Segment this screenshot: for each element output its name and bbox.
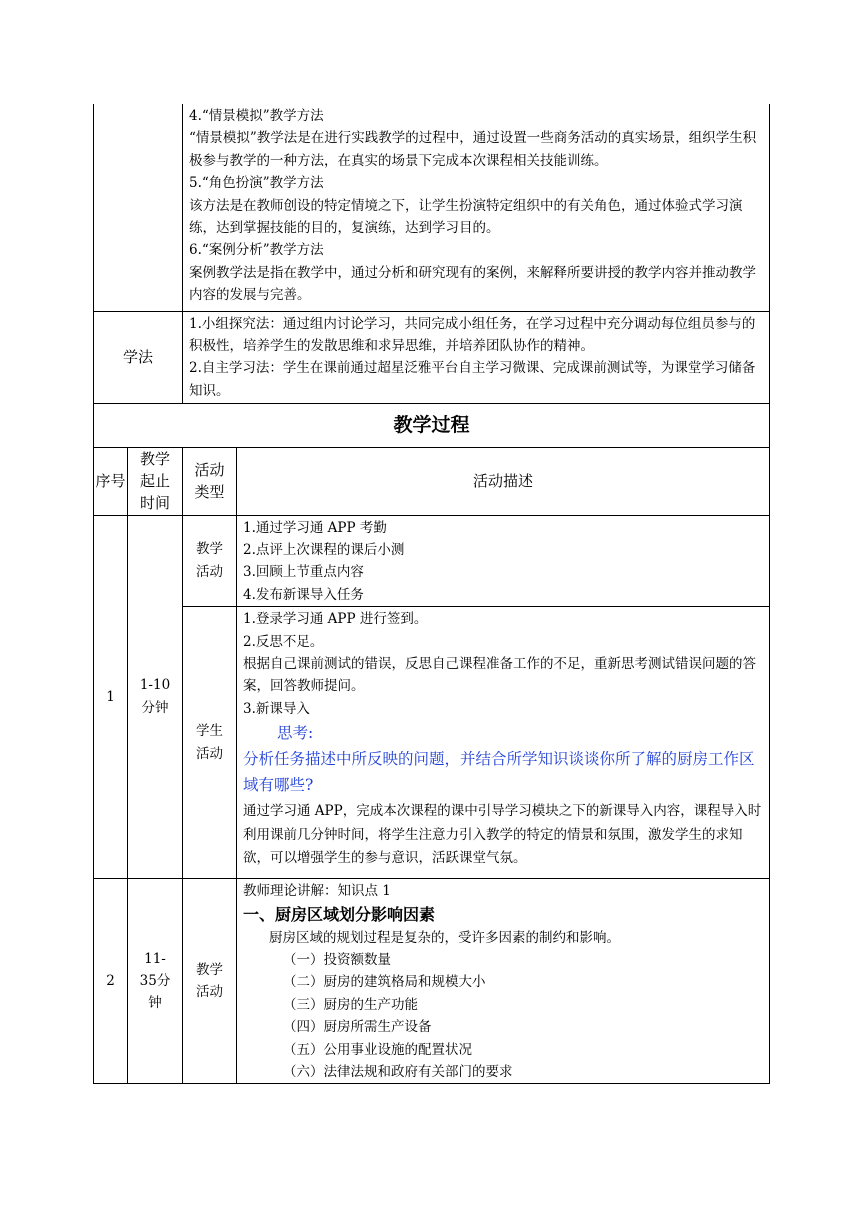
xuefa-item-1: 1.小组探究法：通过组内讨论学习，共同完成小组任务，在学习过程中充分调动每位组员参与的积极性，培养学生的发散思维和求异思维，并培养团队协作的精神。 (189, 315, 756, 354)
xuefa-label: 学法 (94, 311, 183, 403)
row2-lead: 厨房区域的规划过程是复杂的，受许多因素的制约和影响。 (269, 929, 620, 946)
header-desc: 活动描述 (237, 447, 770, 515)
row1-teach-type: 教学活动 (183, 515, 237, 607)
row2-item-2: （二）厨房的建筑格局和规模大小 (283, 974, 486, 991)
row2-desc (237, 879, 770, 1084)
method-4-desc: “情景模拟”教学法是在进行实践教学的过程中，通过设置一些商务活动的真实场景，组织学生积极参与教学的一种方法，在真实的场景下完成本次课程相关技能训练。 (189, 130, 757, 169)
xuefa-cell (183, 311, 770, 403)
row2-intro: 教师理论讲解：知识点 1 (243, 883, 391, 900)
row1-seq: 1 (94, 515, 128, 879)
method-5-desc: 该方法是在教师创设的特定情境之下，让学生扮演特定组织中的有关角色，通过体验式学习演练，达到掌握技能的目的，复演练，达到学习目的。 (189, 197, 743, 237)
row1-teach-desc (237, 515, 770, 607)
methods-cell (183, 104, 770, 311)
process-title: 教学过程 (94, 403, 770, 447)
row2-item-6: （六）法律法规和政府有关部门的要求 (283, 1063, 513, 1080)
row2-item-5: （五）公用事业设施的配置状况 (283, 1041, 472, 1058)
row2-item-3: （三）厨房的生产功能 (283, 996, 418, 1013)
header-seq: 序号 (94, 447, 128, 515)
row1-student-type: 学生活动 (183, 607, 237, 879)
lesson-plan-table (93, 104, 769, 1084)
row1-student-item-3: 3.新课导入 (243, 700, 310, 717)
row1-teach-item-2: 2.点评上次课程的课后小测 (243, 541, 405, 558)
row1-student-reflect: 根据自己课前测试的错误，反思自己课程准备工作的不足，重新思考测试错误问题的答案，回答教师提问。 (243, 655, 756, 695)
row2-seq: 2 (94, 879, 128, 1084)
row1-teach-item-1: 1.通过学习通 APP 考勤 (243, 519, 387, 536)
row1-time: 1-10分钟 (128, 515, 183, 879)
row1-student-desc (237, 607, 770, 879)
header-time: 教学起止时间 (128, 447, 183, 515)
header-type: 活动类型 (183, 447, 237, 515)
row2-item-4: （四）厨房所需生产设备 (283, 1019, 432, 1036)
methods-label-cell (94, 104, 183, 311)
row1-closing: 通过学习通 APP，完成本次课程的课中引导学习模块之下的新课导入内容，课程导入时利用课前几分钟时间，将学生注意力引入教学的特定的情景和氛围，激发学生的求知欲，可以增强学生的参与意识，活跃课堂气氛。 (243, 803, 762, 867)
row2-time: 11-35分钟 (128, 879, 183, 1084)
method-5-title: 5.“角色扮演”教学方法 (189, 175, 324, 192)
row1-teach-item-3: 3.回顾上节重点内容 (243, 564, 364, 581)
think-question: 分析任务描述中所反映的问题，并结合所学知识谈谈你所了解的厨房工作区域有哪些? (243, 750, 755, 795)
row1-student-item-2: 2.反思不足。 (243, 633, 324, 650)
method-6-title: 6.“案例分析”教学方法 (189, 242, 324, 259)
method-6-desc: 案例教学法是指在教学中，通过分析和研究现有的案例，来解释所要讲授的教学内容并推动教学内容的发展与完善。 (189, 264, 756, 304)
row2-heading: 一、厨房区域划分影响因素 (243, 904, 436, 924)
row2-item-1: （一）投资额数量 (283, 951, 391, 968)
method-4-title: 4.“情景模拟”教学方法 (189, 108, 324, 124)
think-label: 思考: (277, 724, 314, 743)
xuefa-item-2: 2.自主学习法：学生在课前通过超星泛雅平台自主学习微课、完成课前测试等，为课堂学习储备知识。 (189, 360, 756, 399)
row1-student-item-1: 1.登录学习通 APP 进行签到。 (243, 611, 428, 628)
row1-teach-item-4: 4.发布新课导入任务 (243, 586, 364, 603)
row2-type: 教学活动 (183, 879, 237, 1084)
